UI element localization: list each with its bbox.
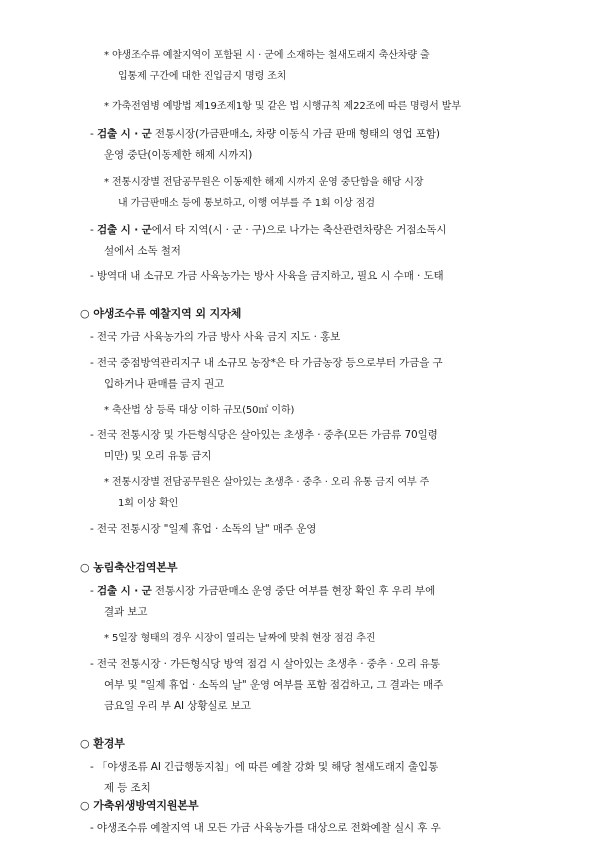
bullet-line: - 전국 가금 사육농가의 가금 방사 사육 금지 지도 · 홍보 <box>90 331 341 343</box>
section-heading: ○ 환경부 <box>80 737 125 750</box>
bullet-line <box>90 124 440 145</box>
section-heading: ○ 야생조수류 예찰지역 외 지자체 <box>80 307 242 320</box>
note-line: * 전통시장별 전담공무원은 살아있는 초생추 · 중추 · 오리 유통 금지 여부 주 <box>104 477 430 488</box>
bullet-line <box>90 581 435 602</box>
bullet-line: 운영 중단(이동제한 해제 시까지) <box>104 149 253 161</box>
note-line: * 야생조수류 예찰지역이 포함된 시 · 군에 소재하는 철새도래지 축산차량 출 <box>104 50 430 61</box>
bullet-line: - 전국 전통시장 · 가든형식당 방역 점검 시 살아있는 초생추 · 중추 · 오리 유통 <box>90 658 440 670</box>
bold-phrase: 검출 시 · 군 <box>96 128 152 140</box>
bullet-line: - 방역대 내 소규모 가금 사육농가는 방사 사육을 금지하고, 필요 시 수매 · 도태 <box>90 270 444 282</box>
bullet-line: 제 등 조치 <box>104 782 151 794</box>
note-line: * 전통시장별 전담공무원은 이동제한 해제 시까지 운영 중단함을 해당 시장 <box>104 177 424 188</box>
bullet-line: 설에서 소독 철저 <box>104 245 181 257</box>
line-text: 에서 타 지역(시 · 군 · 구)으로 나가는 축산관련차량은 거점소독시 <box>151 224 447 236</box>
dash-marker: - <box>90 128 94 140</box>
bullet-line: 입하거나 판매를 금지 권고 <box>104 378 225 390</box>
note-line: * 5일장 형태의 경우 시장이 열리는 날짜에 맞춰 현장 점검 추진 <box>104 633 376 644</box>
note-line: 1회 이상 확인 <box>118 498 179 509</box>
section-heading: ○ 가축위생방역지원본부 <box>80 799 199 812</box>
section-heading: ○ 농림축산검역본부 <box>80 561 178 574</box>
dash-marker: - <box>90 585 94 597</box>
bullet-line: - 전국 중점방역관리지구 내 소규모 농장*은 타 가금농장 등으로부터 가금을 구 <box>90 357 443 369</box>
bold-phrase: 검출 시 · 군 <box>96 224 152 236</box>
note-line: 내 가금판매소 등에 통보하고, 이행 여부를 주 1회 이상 점검 <box>118 198 375 209</box>
note-line: 입통제 구간에 대한 진입금지 명령 조치 <box>118 71 287 82</box>
bold-phrase: 검출 시 · 군 <box>96 585 152 597</box>
bullet-line: 여부 및 "일제 휴업 · 소독의 날" 운영 여부를 포함 점검하고, 그 결과는 매주 <box>104 679 444 691</box>
bullet-line: 미만) 및 오리 유통 금지 <box>104 450 212 462</box>
bullet-line: - 전국 전통시장 "일제 휴업 · 소독의 날" 매주 운영 <box>90 523 317 535</box>
dash-marker: - <box>90 224 94 236</box>
bullet-line: - 야생조수류 예찰지역 내 모든 가금 사육농가를 대상으로 전화예찰 실시 후 우 <box>90 822 441 834</box>
bullet-line: 금요일 우리 부 AI 상황실로 보고 <box>104 700 251 712</box>
line-text: 전통시장(가금판매소, 차량 이동식 가금 판매 형태의 영업 포함) <box>151 128 440 140</box>
bullet-line: 결과 보고 <box>104 606 148 618</box>
bullet-line: - 전국 전통시장 및 가든형식당은 살아있는 초생추 · 중추(모든 가금류 70일령 <box>90 429 438 441</box>
bullet-line <box>90 220 446 241</box>
note-line: * 가축전염병 예방법 제19조제1항 및 같은 법 시행규칙 제22조에 따른 명령서 발부 <box>104 101 461 112</box>
line-text: 전통시장 가금판매소 운영 중단 여부를 현장 확인 후 우리 부에 <box>151 585 436 597</box>
bullet-line: - 「야생조류 AI 긴급행동지침」에 따른 예찰 강화 및 해당 철새도래지 출입통 <box>90 761 439 773</box>
note-line: * 축산법 상 등록 대상 이하 규모(50㎡ 이하) <box>104 405 295 416</box>
